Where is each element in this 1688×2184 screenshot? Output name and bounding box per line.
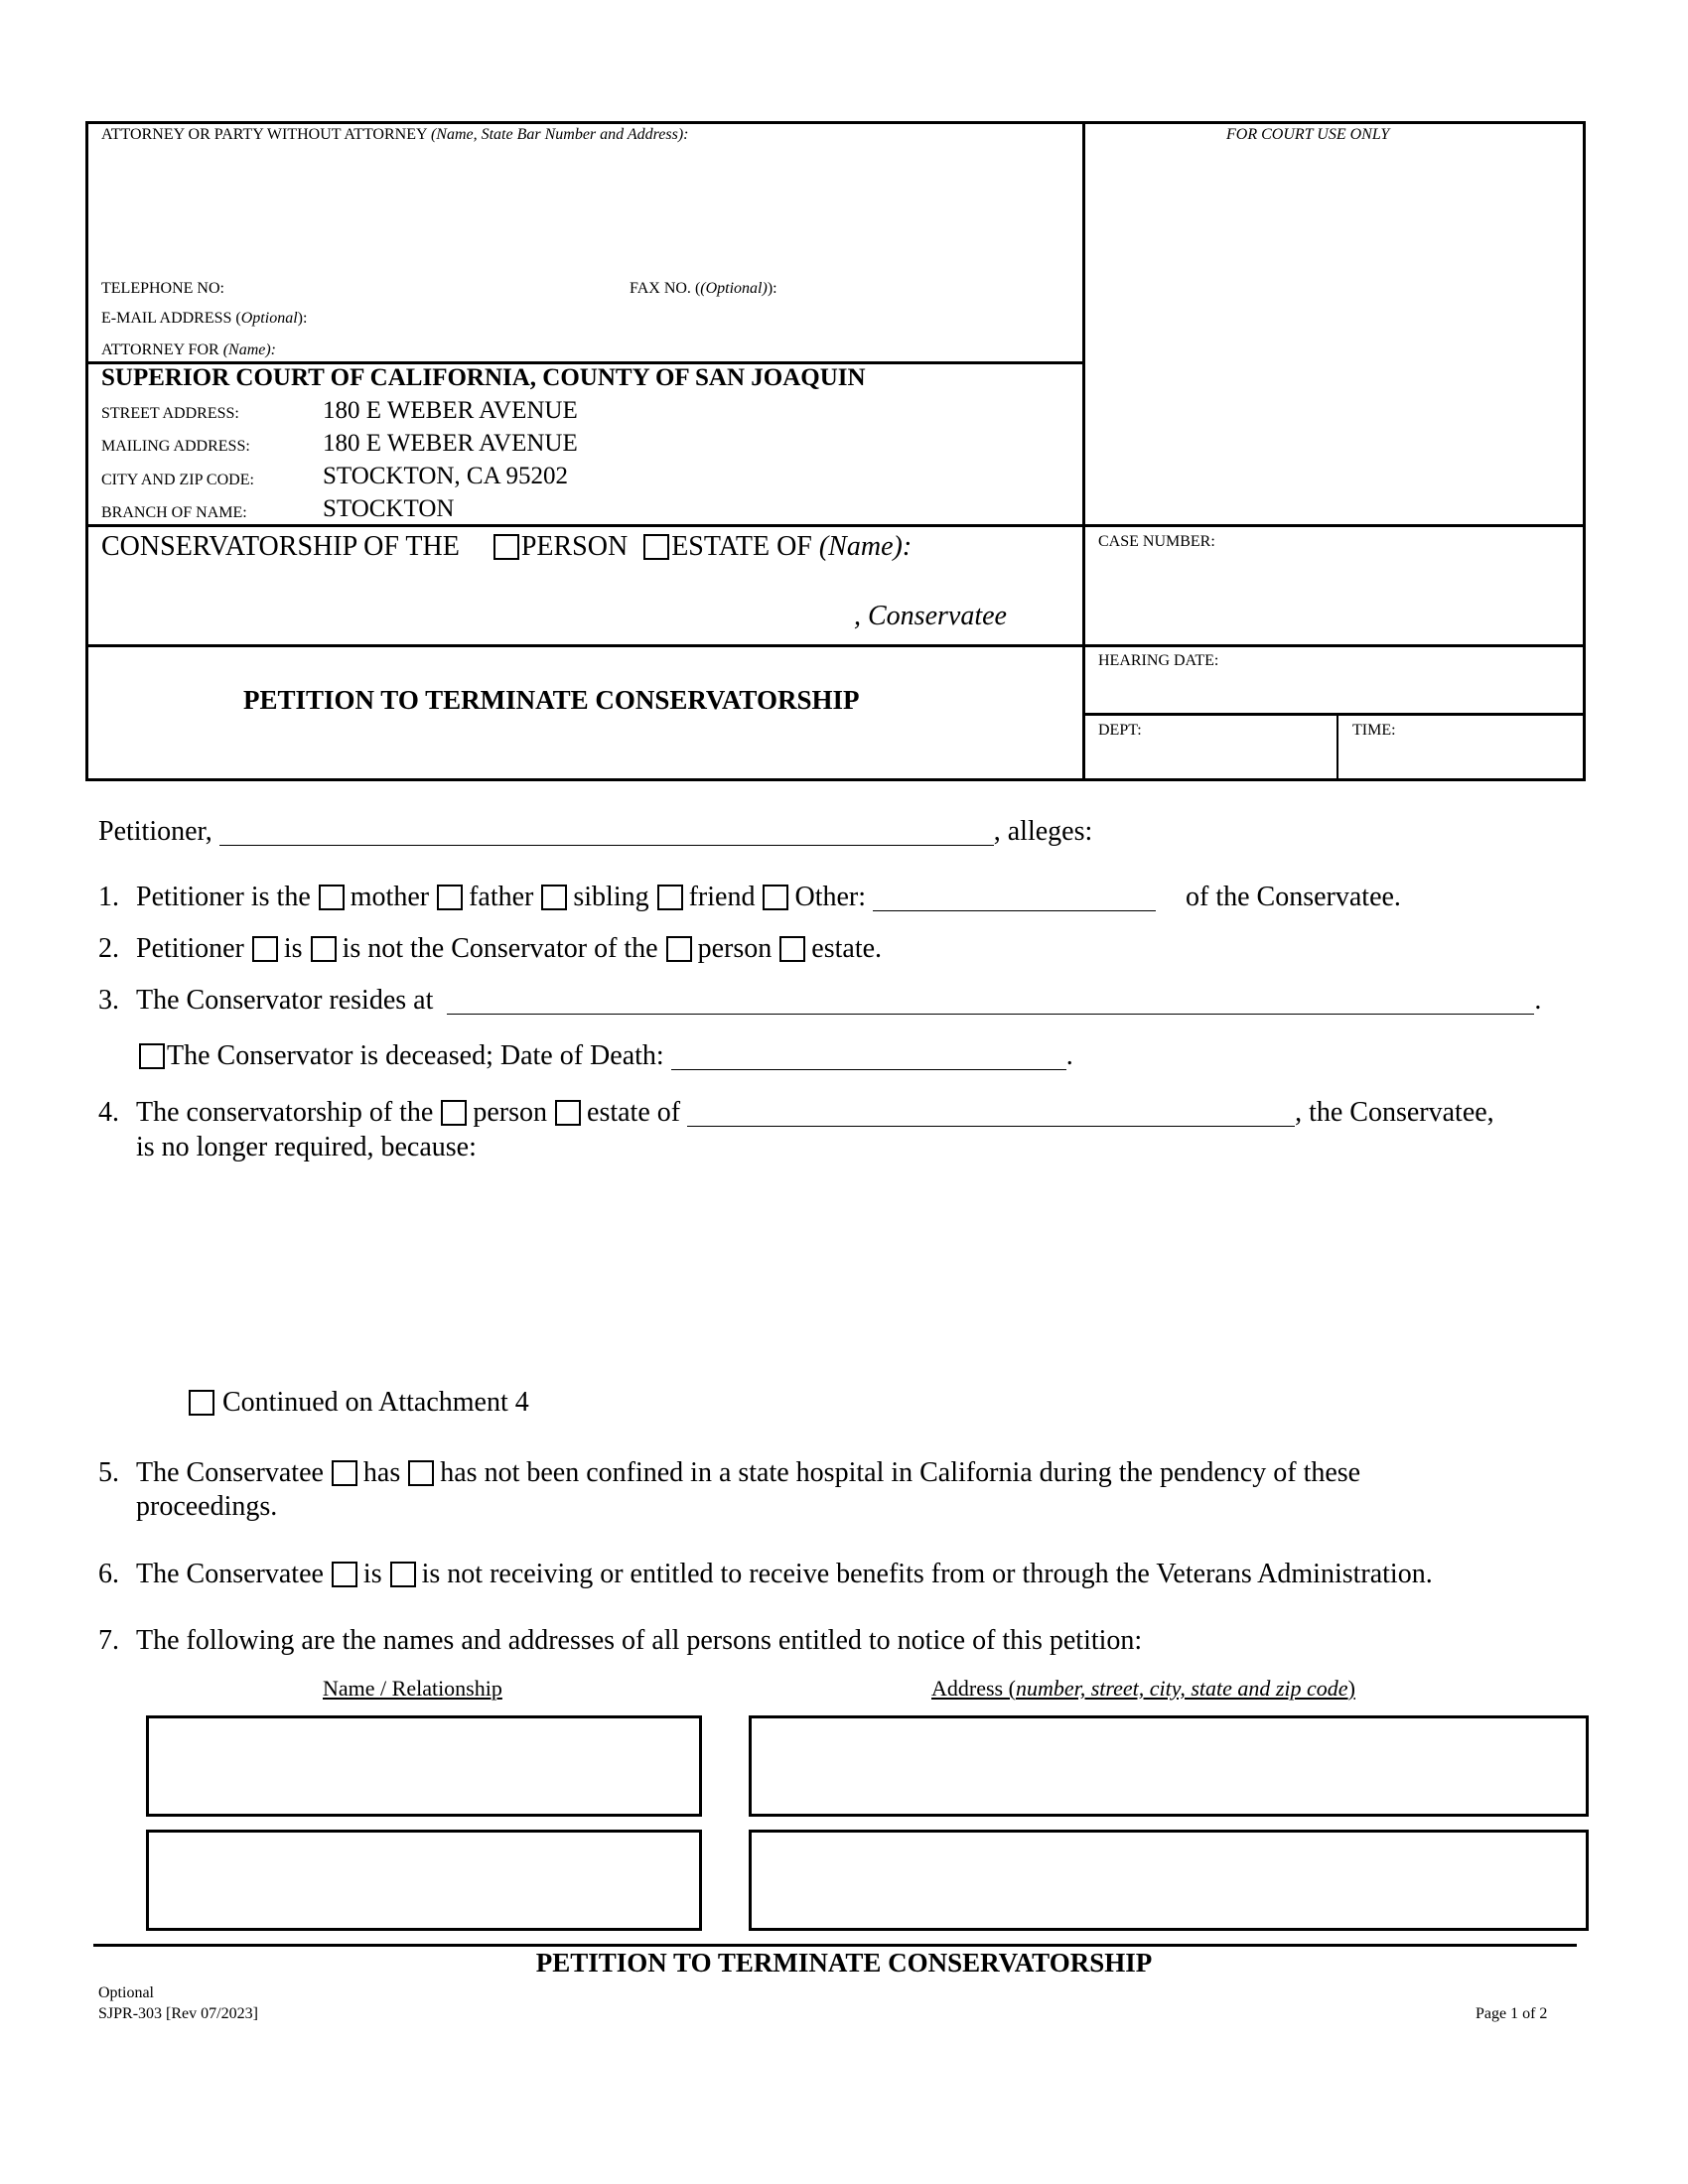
conservatee-name-field[interactable]: [687, 1100, 1295, 1127]
email-label[interactable]: E-MAIL ADDRESS (Optional):: [101, 310, 308, 327]
estate-checkbox-4[interactable]: [555, 1100, 581, 1126]
name-field-2[interactable]: [146, 1830, 702, 1931]
branch-label: BRANCH OF NAME:: [101, 504, 247, 521]
name-field-1[interactable]: [146, 1715, 702, 1817]
person-checkbox-2[interactable]: [666, 936, 692, 962]
item-2: 2. Petitioner is is not the Conservator of the person estate.: [98, 933, 883, 964]
divider: [85, 524, 1586, 527]
other-checkbox[interactable]: [763, 885, 788, 910]
estate-label: ESTATE OF: [671, 531, 812, 562]
item-5-line2: proceedings.: [136, 1491, 278, 1522]
item-4: 4. The conservatorship of the person estate of , the Conservatee,: [98, 1097, 1494, 1128]
dept-label[interactable]: DEPT:: [1098, 722, 1142, 739]
conservatee-label: , Conservatee: [854, 601, 1007, 631]
estate-checkbox-2[interactable]: [779, 936, 805, 962]
address-column-header: Address (number, street, city, state and zip code): [931, 1676, 1355, 1701]
court-use-label: FOR COURT USE ONLY: [1226, 126, 1390, 143]
city-value: STOCKTON, CA 95202: [323, 463, 569, 489]
is-receiving-checkbox[interactable]: [332, 1562, 357, 1587]
address-field-2[interactable]: [749, 1830, 1589, 1931]
item-5: 5. The Conservatee has has not been confined in a state hospital in California during the pendency of these: [98, 1457, 1361, 1488]
item-7: 7. The following are the names and addresses of all persons entitled to notice of this petition:: [98, 1625, 1143, 1656]
estate-checkbox[interactable]: [643, 534, 669, 560]
father-checkbox[interactable]: [437, 885, 463, 910]
caption-text: CONSERVATORSHIP OF THE: [101, 531, 460, 562]
conservatorship-caption: [101, 531, 912, 563]
footer-rule: [93, 1944, 1577, 1947]
footer-title: PETITION TO TERMINATE CONSERVATORSHIP: [535, 1948, 1153, 1978]
page-number: Page 1 of 2: [1476, 2005, 1548, 2022]
friend-checkbox[interactable]: [657, 885, 683, 910]
street-label: STREET ADDRESS:: [101, 405, 239, 422]
attorney-label: ATTORNEY OR PARTY WITHOUT ATTORNEY (Name, State Bar Number and Address):: [101, 126, 689, 143]
attorney-for-label[interactable]: ATTORNEY FOR (Name):: [101, 341, 276, 358]
address-field-1[interactable]: [749, 1715, 1589, 1817]
item-4-line2: is no longer required, because:: [136, 1132, 477, 1162]
fax-label[interactable]: FAX NO. ((Optional)):: [630, 280, 777, 297]
footer-optional: Optional: [98, 1984, 154, 2001]
divider: [85, 644, 1586, 647]
name-hint: (Name):: [818, 531, 913, 562]
telephone-label[interactable]: TELEPHONE NO:: [101, 280, 224, 297]
divider: [85, 121, 88, 781]
continued-attachment: Continued on Attachment 4: [187, 1385, 529, 1421]
has-checkbox[interactable]: [332, 1460, 357, 1486]
city-label: CITY AND ZIP CODE:: [101, 472, 254, 488]
divider: [1082, 121, 1085, 781]
item-3-deceased: The Conservator is deceased; Date of Death: .: [137, 1038, 1073, 1074]
item-1: 1. Petitioner is the mother father sibling friend Other: of the Conservatee.: [98, 882, 1401, 912]
person-checkbox-4[interactable]: [441, 1100, 467, 1126]
case-number-label[interactable]: CASE NUMBER:: [1098, 533, 1215, 550]
petitioner-line: Petitioner, , alleges:: [98, 816, 1093, 847]
conservator-residence-field[interactable]: [447, 988, 1534, 1015]
divider: [1082, 713, 1586, 716]
petitioner-name-field[interactable]: [219, 819, 994, 846]
hearing-date-label[interactable]: HEARING DATE:: [1098, 652, 1219, 669]
branch-value: STOCKTON: [323, 495, 455, 522]
time-label[interactable]: TIME:: [1352, 722, 1396, 739]
divider: [1583, 121, 1586, 781]
form-title: PETITION TO TERMINATE CONSERVATORSHIP: [243, 685, 860, 715]
mailing-value: 180 E WEBER AVENUE: [323, 430, 578, 457]
divider: [1336, 713, 1338, 780]
item-6: 6. The Conservatee is is not receiving or entitled to receive benefits from or through the Veterans Administration.: [98, 1559, 1433, 1589]
sibling-checkbox[interactable]: [541, 885, 567, 910]
form-number: SJPR-303 [Rev 07/2023]: [98, 2005, 258, 2022]
date-of-death-field[interactable]: [671, 1043, 1066, 1070]
continued-checkbox[interactable]: [189, 1390, 214, 1416]
other-relationship-field[interactable]: [873, 885, 1156, 911]
item-3: 3. The Conservator resides at .: [98, 985, 1542, 1016]
deceased-checkbox[interactable]: [139, 1043, 165, 1069]
divider: [85, 121, 1586, 124]
person-label: PERSON: [520, 531, 629, 562]
is-conservator-checkbox[interactable]: [252, 936, 278, 962]
name-column-header: Name / Relationship: [323, 1676, 502, 1701]
is-not-receiving-checkbox[interactable]: [390, 1562, 416, 1587]
has-not-checkbox[interactable]: [408, 1460, 434, 1486]
mailing-label: MAILING ADDRESS:: [101, 438, 250, 455]
person-checkbox[interactable]: [493, 534, 519, 560]
court-name: SUPERIOR COURT OF CALIFORNIA, COUNTY OF SAN JOAQUIN: [101, 364, 866, 391]
is-not-conservator-checkbox[interactable]: [311, 936, 337, 962]
divider: [85, 778, 1586, 781]
street-value: 180 E WEBER AVENUE: [323, 397, 578, 424]
mother-checkbox[interactable]: [319, 885, 345, 910]
